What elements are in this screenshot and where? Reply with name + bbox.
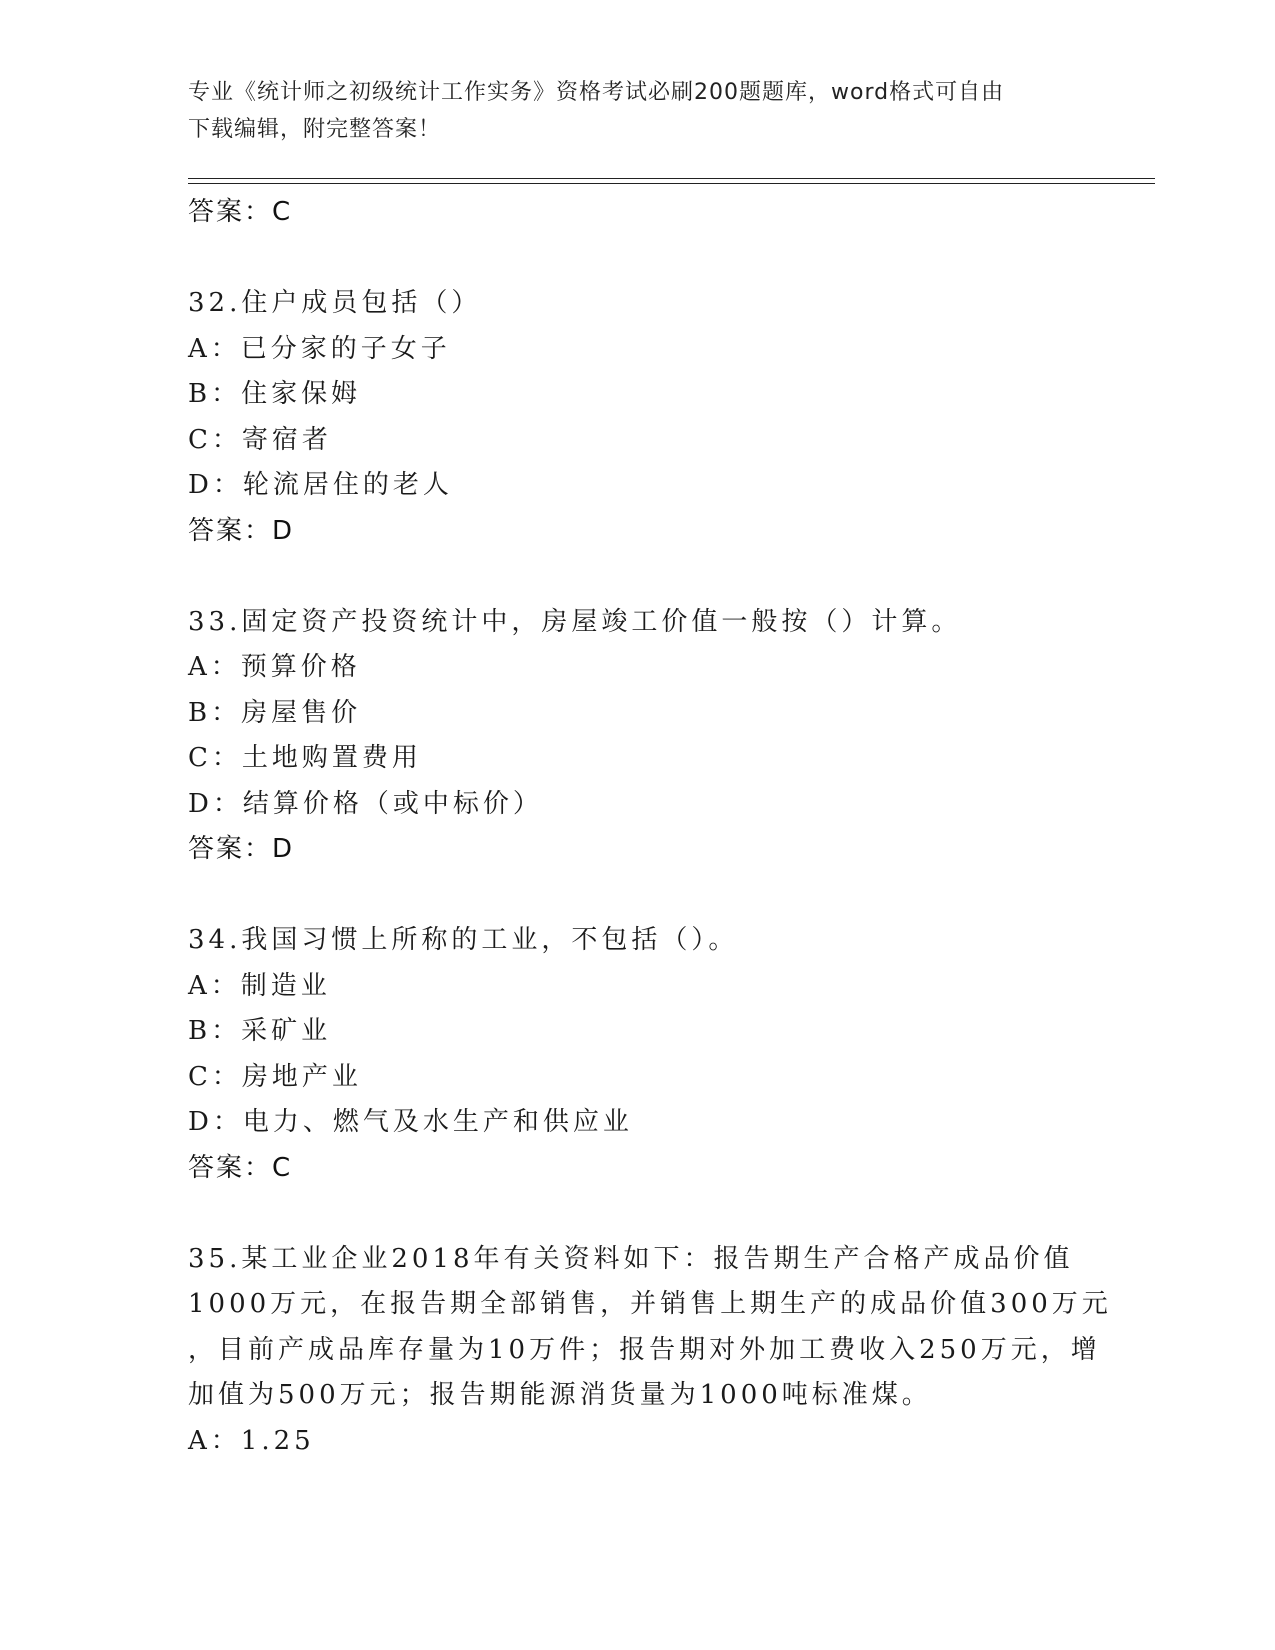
header-line-2: 下载编辑，附完整答案！ [188, 117, 442, 142]
option-b: B：采矿业 [188, 1016, 332, 1046]
spacer [188, 873, 1148, 919]
option-c: C：土地购置费用 [188, 743, 422, 773]
option-a: A：预算价格 [188, 652, 361, 682]
header-line-1: 专业《统计师之初级统计工作实务》资格考试必刷200题题库，word格式可自由 [188, 80, 1005, 105]
question-stem-line-2: 1000万元，在报告期全部销售，并销售上期生产的成品价值300万元 [188, 1289, 1112, 1319]
question-stem: 34.我国习惯上所称的工业，不包括（）。 [188, 925, 739, 955]
question-stem: 33.固定资产投资统计中，房屋竣工价值一般按（）计算。 [188, 606, 962, 637]
option-d: D：轮流居住的老人 [188, 470, 453, 500]
answer-line: 答案：D [188, 834, 295, 864]
option-b: B：房屋售价 [188, 697, 362, 728]
answer-line: 答案：D [188, 515, 295, 546]
option-d: D：结算价格（或中标价） [188, 788, 543, 819]
answer-line: 答案：C [188, 197, 293, 227]
header-rule-top [188, 178, 1155, 179]
option-a: A：1.25 [188, 1425, 315, 1456]
option-b: B：住家保姆 [188, 379, 362, 409]
spacer [188, 1191, 1148, 1237]
question-list [188, 190, 1148, 1464]
question-stem-line-3: ，目前产成品库存量为10万件；报告期对外加工费收入250万元，增 [188, 1334, 1101, 1365]
question-32 [188, 281, 1148, 554]
document-header [188, 74, 1088, 148]
header-rule-bottom [188, 183, 1155, 184]
option-c: C：寄宿者 [188, 424, 332, 455]
question-stem-line-1: 35.某工业企业2018年有关资料如下：报告期生产合格产成品价值 [188, 1243, 1074, 1274]
question-34 [188, 918, 1148, 1191]
question-stem-line-4: 加值为500万元；报告期能源消货量为1000吨标准煤。 [188, 1380, 932, 1410]
question-33 [188, 600, 1148, 873]
spacer [188, 554, 1148, 600]
answer-line: 答案：C [188, 1152, 293, 1183]
option-c: C：房地产业 [188, 1061, 362, 1092]
question-stem: 32.住户成员包括（） [188, 288, 482, 318]
question-35 [188, 1237, 1148, 1465]
option-a: A：制造业 [188, 970, 331, 1001]
option-d: D：电力、燃气及水生产和供应业 [188, 1107, 633, 1137]
spacer [188, 236, 1148, 282]
option-a: A：已分家的子女子 [188, 333, 451, 364]
